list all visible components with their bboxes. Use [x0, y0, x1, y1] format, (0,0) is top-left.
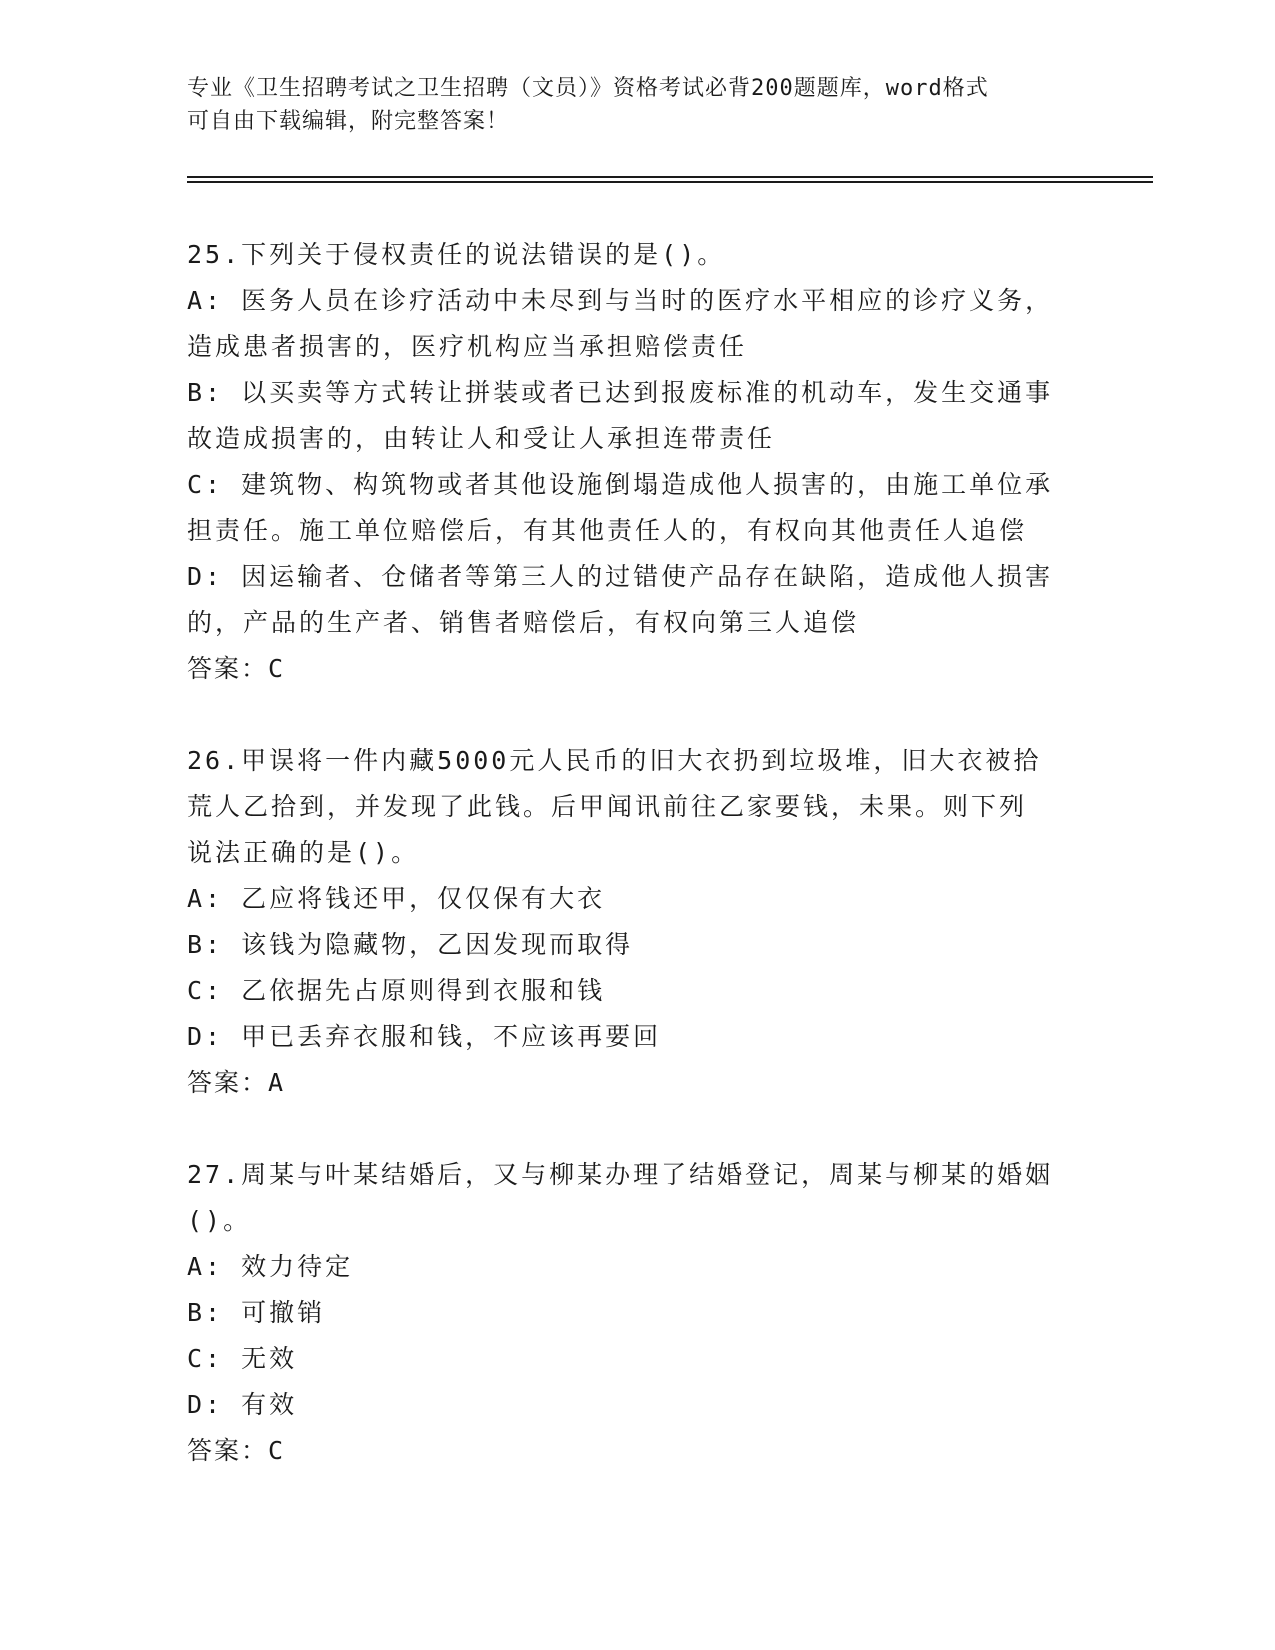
header-line-1: 专业《卫生招聘考试之卫生招聘（文员）》资格考试必背200题题库，word格式 — [187, 76, 989, 101]
option-b: B: 以买卖等方式转让拼装或者已达到报废标准的机动车，发生交通事 — [187, 378, 1054, 407]
question-25 — [187, 232, 1087, 692]
answer: 答案：A — [187, 1068, 286, 1097]
option-c-cont: 担责任。施工单位赔偿后，有其他责任人的，有权向其他责任人追偿 — [187, 516, 1028, 545]
option-d: D: 因运输者、仓储者等第三人的过错使产品存在缺陷，造成他人损害 — [187, 562, 1054, 591]
answer: 答案：C — [187, 654, 286, 683]
header-divider-top — [187, 176, 1153, 178]
question-stem-cont: 说法正确的是()。 — [187, 838, 420, 867]
option-a: A: 医务人员在诊疗活动中未尽到与当时的医疗水平相应的诊疗义务， — [187, 286, 1054, 315]
header-line-2: 可自由下载编辑，附完整答案！ — [187, 109, 510, 134]
question-stem-cont: ()。 — [187, 1206, 252, 1235]
option-b-cont: 故造成损害的，由转让人和受让人承担连带责任 — [187, 424, 776, 453]
option-d: D: 甲已丢弃衣服和钱，不应该再要回 — [187, 1022, 662, 1051]
question-list — [187, 232, 1087, 1520]
question-27 — [187, 1152, 1087, 1474]
question-stem-cont: 荒人乙拾到，并发现了此钱。后甲闻讯前往乙家要钱，未果。则下列 — [187, 792, 1028, 821]
option-c: C: 建筑物、构筑物或者其他设施倒塌造成他人损害的，由施工单位承 — [187, 470, 1054, 499]
question-stem: 26.甲误将一件内藏5000元人民币的旧大衣扔到垃圾堆，旧大衣被拾 — [187, 746, 1042, 775]
option-a: A: 效力待定 — [187, 1252, 354, 1281]
option-c: C: 乙依据先占原则得到衣服和钱 — [187, 976, 606, 1005]
option-b: B: 该钱为隐藏物，乙因发现而取得 — [187, 930, 634, 959]
answer: 答案：C — [187, 1436, 286, 1465]
option-a: A: 乙应将钱还甲，仅仅保有大衣 — [187, 884, 606, 913]
question-stem: 25.下列关于侵权责任的说法错误的是()。 — [187, 240, 726, 269]
option-b: B: 可撤销 — [187, 1298, 326, 1327]
option-c: C: 无效 — [187, 1344, 298, 1373]
question-stem: 27.周某与叶某结婚后，又与柳某办理了结婚登记，周某与柳某的婚姻 — [187, 1160, 1054, 1189]
option-a-cont: 造成患者损害的，医疗机构应当承担赔偿责任 — [187, 332, 748, 361]
header-divider-bottom — [187, 181, 1153, 183]
document-header — [187, 72, 1087, 138]
option-d-cont: 的，产品的生产者、销售者赔偿后，有权向第三人追偿 — [187, 608, 860, 637]
option-d: D: 有效 — [187, 1390, 298, 1419]
question-26 — [187, 738, 1087, 1106]
